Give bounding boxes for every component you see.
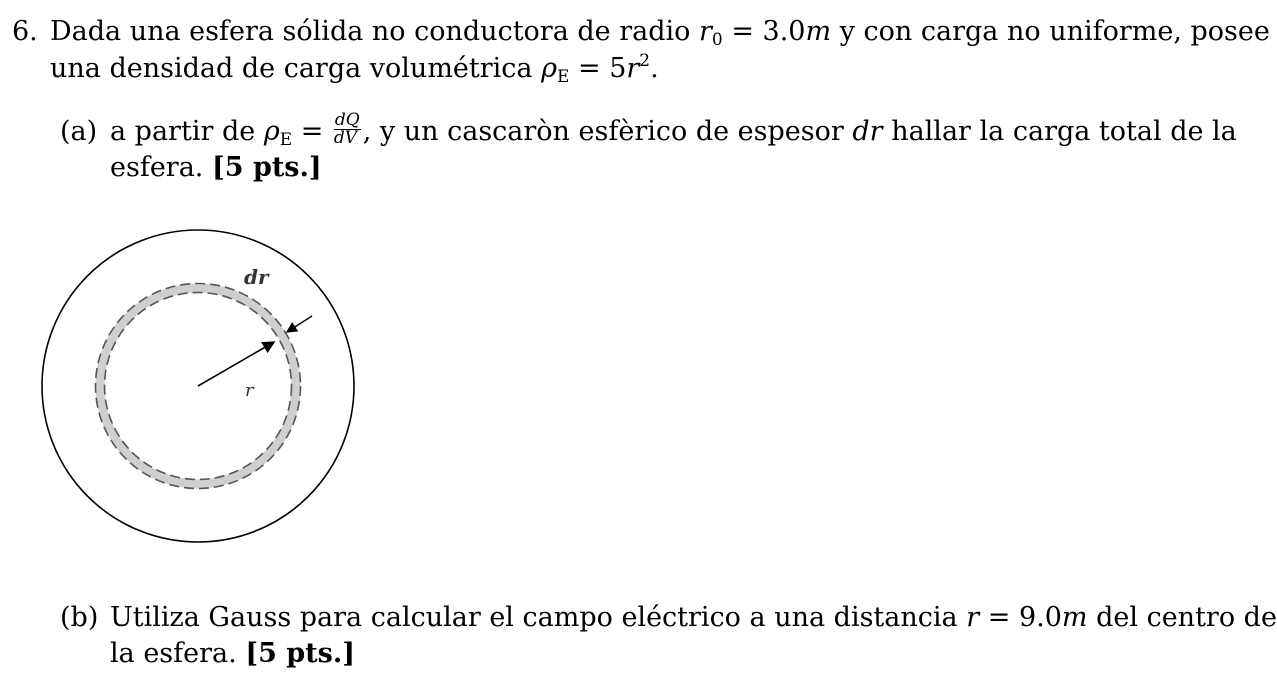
part-b-text-2: del centro de (1096, 602, 1277, 633)
dq-dv-fraction: $\frac{dQ}{dV}$ (333, 110, 360, 148)
part-b-line-2-text: la esfera. (110, 638, 237, 669)
part-a-points: [5 pts.] (212, 152, 322, 183)
radius-arrow (198, 342, 274, 386)
part-b-text-1: Utiliza Gauss para calcular el campo eléctrico a una distancia (110, 602, 958, 633)
problem-line-1-text: Dada una esfera sólida no conductora de radio (50, 16, 691, 47)
problem-number: 6. (12, 16, 38, 47)
part-b-line-1 (110, 601, 1277, 635)
dr-label: dr (244, 265, 269, 289)
problem-line-1 (50, 15, 1270, 50)
part-a-label: (a) (60, 116, 98, 147)
part-b-points: [5 pts.] (245, 638, 355, 669)
part-b-label: (b) (60, 602, 99, 633)
r-label: r (245, 380, 254, 401)
radius-expression: $r_0 = 3.0m$ (699, 16, 832, 50)
part-a-formula: $\rho_E$ = $\frac{dQ}{dV}$ , y un cascaròn esfèrico de espesor (263, 110, 844, 150)
part-a-dr: dr (852, 116, 883, 147)
part-b-expression: r = 9.0m (966, 602, 1088, 633)
part-a-line-1 (110, 110, 1237, 150)
sphere-shell-diagram (40, 228, 360, 548)
part-b-line-2 (110, 637, 355, 671)
density-expression: $\rho_E = 5r^2$. (541, 51, 659, 87)
part-a-text-3: hallar la carga total de la (891, 116, 1237, 147)
part-a-text-1: a partir de (110, 116, 256, 147)
problem-line-1-tail: y con carga no uniforme, posee (839, 16, 1270, 47)
problem-line-2-text: una densidad de carga volumétrica (50, 53, 533, 84)
part-a-line-2 (110, 151, 322, 185)
part-a-line-2-text: esfera. (110, 152, 204, 183)
dr-arrow (287, 316, 312, 332)
problem-line-2 (50, 52, 659, 86)
